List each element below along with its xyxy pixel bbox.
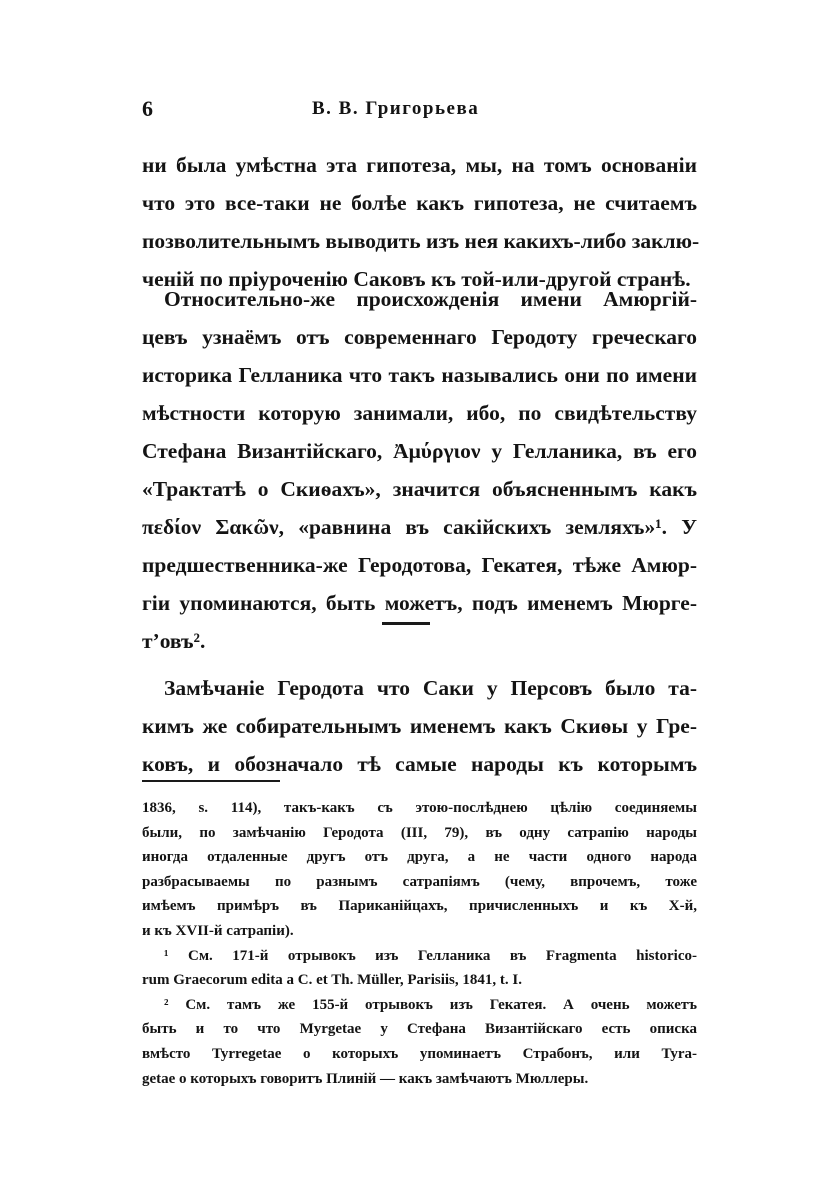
footnote-line: 1836, s. 114), такъ-какъ съ этою-послѣднею цѣлію соединяемы (142, 800, 697, 816)
footnote-line: разбрасываемы по разнымъ сатрапіямъ (чему, впрочемъ, тоже (142, 873, 697, 890)
footnote-1-line: rum Graecorum edita a C. et Th. Müller, Parisiis, 1841, t. I. (142, 972, 522, 989)
text-line: «Трактатѣ о Скиѳахъ», значится объясненнымъ какъ (142, 477, 697, 501)
text-line: предшественника-же Геродотова, Гекатея, тѣже Амюр- (142, 553, 697, 577)
footnote-2-line: вмѣсто Tyrregetae о которыхъ упоминаетъ Страбонъ, или Tyra- (142, 1045, 697, 1062)
text-line: историка Гелланика что такъ назывались они по имени (142, 363, 697, 387)
page-number: 6 (142, 96, 153, 121)
text-line: Замѣчаніе Геродота что Саки у Персовъ было та- (164, 676, 697, 700)
page-header (142, 96, 702, 126)
text-line: Стефана Византійскаго, Ἀμύργιον у Гелланика, въ его (142, 439, 697, 463)
footnote-line: были, по замѣчанію Геродота (III, 79), въ одну сатрапію народы (142, 824, 697, 841)
paragraph-2 (142, 280, 697, 660)
text-line: кимъ же собирательнымъ именемъ какъ Скиѳы у Гре- (142, 714, 697, 738)
footnote-line: имѣемъ примѣръ въ Париканійцахъ, причисленныхъ и къ X-й, (142, 898, 697, 915)
text-line: т’овъ². (142, 629, 206, 653)
running-head: В. В. Григорьева (312, 98, 480, 119)
text-line: Относительно-же происхожденія имени Амюргій- (164, 287, 697, 311)
footnote-line: иногда отдаленные другъ отъ друга, а не части одного народа (142, 849, 697, 866)
text-line: позволительнымъ выводить изъ нея какихъ-либо заклю- (142, 229, 700, 253)
footnote-line: и къ XVII-й сатрапіи). (142, 922, 294, 939)
footnotes (142, 796, 697, 1091)
paragraph-3 (142, 669, 697, 783)
footnote-rule (142, 780, 280, 782)
text-line: гіи упоминаются, быть можетъ, подъ именемъ Мюрге- (142, 591, 697, 615)
text-line: πεδίον Σακῶν, «равнина въ сакійскихъ земляхъ»¹. У (142, 515, 697, 539)
text-line: ни была умѣстна эта гипотеза, мы, на томъ основаніи (142, 153, 697, 177)
footnote-1-line: ¹ См. 171-й отрывокъ изъ Гелланика въ Fragmenta historico- (164, 947, 697, 964)
footnote-2-line: ² См. тамъ же 155-й отрывокъ изъ Гекатея. А очень можетъ (164, 996, 697, 1013)
text-line: ченій по пріуроченію Саковъ къ той-или-другой странѣ. (142, 267, 691, 291)
text-line: цевъ узнаёмъ отъ современнаго Геродоту греческаго (142, 325, 697, 349)
text-line: мѣстности которую занимали, ибо, по свидѣтельству (142, 401, 697, 425)
text-line: ковъ, и обозначало тѣ самые народы къ которымъ (142, 752, 697, 776)
footnote-2-line: getae о которыхъ говоритъ Плиній — какъ замѣчаютъ Мюллеры. (142, 1070, 589, 1087)
text-line: что это все-таки не болѣе какъ гипотеза, не считаемъ (142, 191, 697, 215)
footnote-2-line: быть и то что Myrgetae у Стефана Византійскаго есть описка (142, 1021, 697, 1038)
paragraph-1 (142, 146, 700, 298)
section-divider (382, 622, 430, 625)
